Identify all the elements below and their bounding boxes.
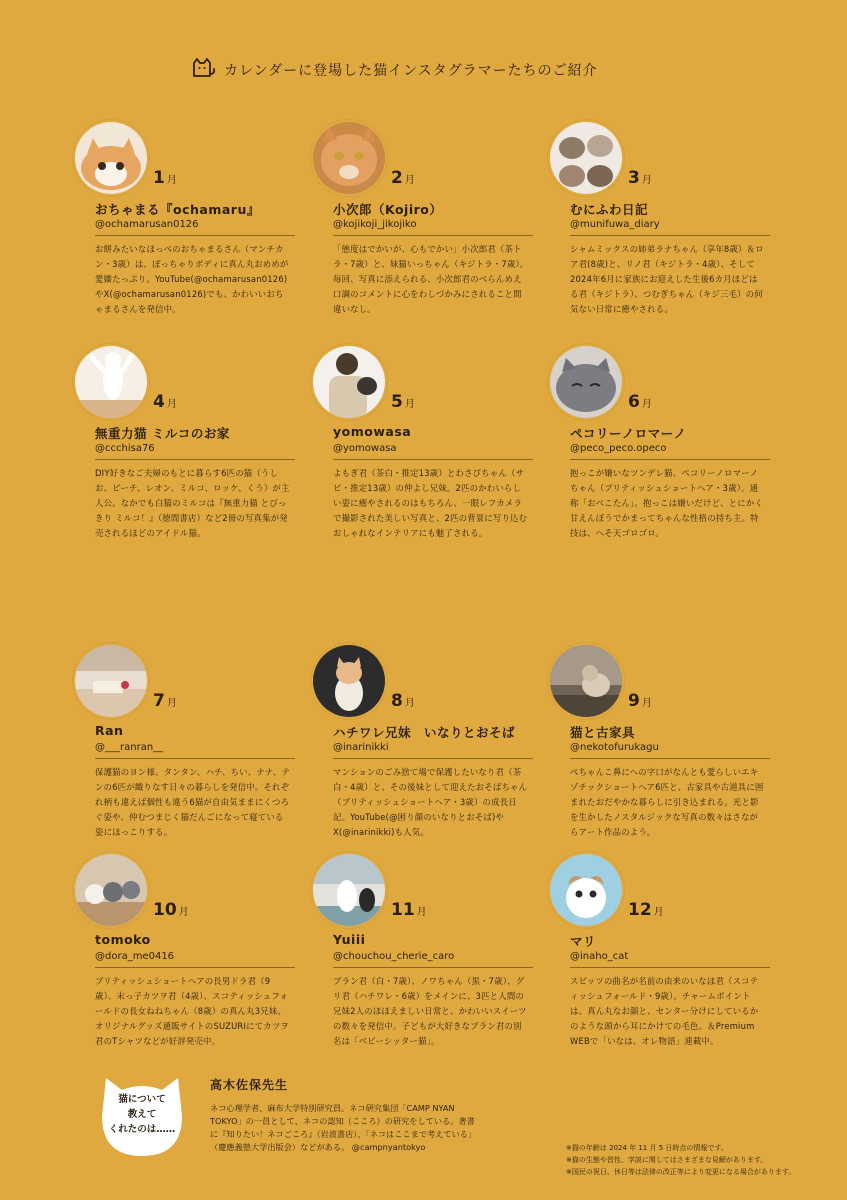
- cat-name: 無重力猫 ミルコのお家: [95, 426, 230, 441]
- bubble-text: 猫について 教えて くれたのは……: [108, 1094, 176, 1135]
- month-label: 2 月: [391, 168, 415, 188]
- cat-name: おちゃまる『ochamaru』: [95, 202, 260, 217]
- month-label: 3 月: [628, 168, 652, 188]
- cat-icon: [190, 56, 216, 84]
- month-label: 10 月: [153, 900, 189, 920]
- teacher-description: ネコ心理学者、麻布大学特別研究員。ネコ研究集団「CAMP NYAN TOKYO」の一員として、ネコの認知（こころ）の研究をしている。著書に『知りたい！ネコごころ』（岩波書店）、「ネコはここまで考えている」（慶應義塾大学出版会）などがある。 @campnyantokyo: [210, 1103, 477, 1152]
- cat-photo: [73, 344, 149, 420]
- instagram-handle[interactable]: @ccchisa76: [95, 443, 295, 460]
- page-header: [190, 56, 598, 84]
- cat-name: ハチワレ兄妹 いなりとおそば: [333, 725, 516, 740]
- instagram-handle[interactable]: @___ranran__: [95, 742, 295, 759]
- instagram-handle[interactable]: @kojikoji_jikojiko: [333, 219, 533, 236]
- cat-photo: [548, 120, 624, 196]
- footnote: ※猫の年齢は 2024 年 11 月 5 日時点の情報です。: [566, 1144, 728, 1152]
- cat-description: 抱っこが嫌いなツンデレ猫、ペコリーノロマーノちゃん（ブリティッシュショートヘア・3歳）。通称「おペこたん」。抱っこは嫌いだけど、とにかく甘えんぼうでかまってちゃんな性格の持ち主。特技は、へそ天ゴロゴロ。: [570, 468, 764, 538]
- cat-name: ペコリーノロマーノ: [570, 426, 687, 441]
- cat-description: ぺちゃんこ鼻にへの字口がなんとも愛らしいエキゾチックショートヘア6匹と、古家具や古道具に囲まれたおだやかな暮らしに引き込まれる。光と影を生かしたノスタルジックな写真の数々はさながらアート作品のよう。: [570, 767, 764, 837]
- cat-name: Yuiii: [333, 932, 366, 947]
- cat-description: スピッツの曲名が名前の由来のいなほ君（スコティッシュフォールド・9歳）。チャームポイントは、真ん丸なお顔と、センター分けにしているかのような頭から耳にかけての毛色。＆Premium WEBで「いなは、オレ物語」連載中。: [570, 976, 759, 1046]
- cat-photo: [548, 852, 624, 928]
- month-label: 12 月: [628, 900, 664, 920]
- cat-photo: [73, 852, 149, 928]
- cat-photo: [548, 344, 624, 420]
- cat-description: DIY好きなご夫婦のもとに暮らす6匹の猫（うしお、ピーチ、レオン、ミルコ、ロッケ、くう）が主人公。なかでも白猫のミルコは『無重力猫 とびっきり ミルコ！』（徳間書店）など2冊の写真集が発売されるほどのアイドル猫。: [95, 468, 290, 538]
- instagram-handle[interactable]: @inarinikki: [333, 742, 533, 759]
- cat-description: よもぎ君（茶白・推定13歳）とわさびちゃん（サビ・推定13歳）の仲よし兄妹。2匹のかわいらしい姿に癒やされるのはもちろん、一眼レフカメラで撮影された美しい写真と、2匹の背景に写り込むおしゃれなインテリアにも魅了される。: [333, 468, 528, 538]
- instagram-handle[interactable]: @peco_peco.opeco: [570, 443, 770, 460]
- footnote: ※猫の生態や習性、学説に関してはさまざまな見解があります。: [566, 1156, 768, 1164]
- teacher-name: 高木佐保先生: [210, 1078, 289, 1092]
- cat-photo: [311, 120, 387, 196]
- instagram-handle[interactable]: @munifuwa_diary: [570, 219, 770, 236]
- cat-photo: [73, 120, 149, 196]
- teacher-speech-bubble: [96, 1070, 188, 1162]
- month-label: 5 月: [391, 392, 415, 412]
- instagram-handle[interactable]: @chouchou_cherie_caro: [333, 951, 533, 968]
- instagram-handle[interactable]: @nekotofurukagu: [570, 742, 770, 759]
- cat-name: マリ: [570, 934, 597, 949]
- month-label: 4 月: [153, 392, 177, 412]
- month-label: 9 月: [628, 691, 652, 711]
- cat-photo: [73, 643, 149, 719]
- cat-name: yomowasa: [333, 424, 412, 439]
- instagram-handle[interactable]: @yomowasa: [333, 443, 533, 460]
- cat-description: ブリティッシュショートヘアの長男ドラ君（9歳）、末っ子カツヲ君（4歳）、スコティッシュフォールドの長女ねねちゃん（8歳）の真ん丸3兄妹。オリジナルグッズ通販サイトのSUZURIにてカツヲ君のTシャツなどが好評発売中。: [95, 976, 289, 1046]
- month-label: 11 月: [391, 900, 427, 920]
- month-label: 8 月: [391, 691, 415, 711]
- instagram-handle[interactable]: @inaho_cat: [570, 951, 770, 968]
- cat-photo: [311, 344, 387, 420]
- cat-description: シャムミックスの姉弟ラナちゃん（享年8歳）＆ロア君(8歳)と、リノ君（キジトラ・4歳）、そして2024年6月に家族にお迎えした生後6カ月ほどはる君（キジトラ）、つむぎちゃん（キジ三毛）の何気ない日常に癒やされる。: [570, 244, 764, 314]
- instagram-handle[interactable]: @ochamarusan0126: [95, 219, 295, 236]
- cat-photo: [311, 852, 387, 928]
- cat-description: ブラン君（白・7歳）、ノワちゃん（黒・7歳）、グリ君（ハチワレ・6歳）をメインに、3匹と人間の兄妹2人のほほえましい日常と、かわいいスイーツの数々を発信中。子どもが大好きなブラン君の別名は「ベビーシッター猫」。: [333, 976, 527, 1046]
- cat-name: むにふわ日記: [570, 202, 649, 217]
- cat-description: マンションのごみ捨て場で保護したいなり君（茶白・4歳）と、その後妹として迎えたおそばちゃん（ブリティッシュショートヘア・3歳）の成長日記。YouTube(@困り顔のいなりとおそば)やX(@inarinikki)も人気。: [333, 767, 528, 837]
- footnotes: [566, 1142, 836, 1178]
- instagram-handle[interactable]: @dora_me0416: [95, 951, 295, 968]
- page-title: カレンダーに登場した猫インスタグラマーたちのご紹介: [224, 63, 598, 79]
- month-label: 1 月: [153, 168, 177, 188]
- cat-name: tomoko: [95, 932, 151, 947]
- month-label: 7 月: [153, 691, 177, 711]
- cat-photo: [548, 643, 624, 719]
- cat-name: 猫と古家具: [570, 725, 636, 740]
- cat-photo: [311, 643, 387, 719]
- month-label: 6 月: [628, 392, 652, 412]
- cat-description: 「態度はでかいが、心もでかい」小次郎君（茶トラ・7歳）と、妹猫いっちゃん（キジトラ・7歳）。毎回、写真に添えられる、小次郎君のべらんめえ口調のコメントに心をわしづかみにされること間違いなし。: [333, 244, 529, 314]
- footnote: ※国民の祝日、休日等は法律の改正等により変更になる場合があります。: [566, 1168, 796, 1176]
- cat-description: お餅みたいなほっぺのおちゃまるさん（マンチカン・3歳）は、ぽっちゃりボディに真ん丸おめめが愛嬌たっぷり。YouTube(@ochamarusan0126)やX(@ochamarusan0126)でも、かわいいおちゃまるさんを発信中。: [95, 244, 289, 314]
- cat-name: Ran: [95, 723, 124, 738]
- cat-description: 保護猫のヨン様、タンタン、ハチ、ちい、ナナ、テンの6匹が織りなす日々の暮らしを発信中。それぞれ柄も違えば個性も違う6猫が自由気ままにくつろぐ姿や、仲むつまじく猫だんごになって寝ている姿にほっこりする。: [95, 767, 291, 837]
- cat-name: 小次郎（Kojiro）: [333, 202, 443, 217]
